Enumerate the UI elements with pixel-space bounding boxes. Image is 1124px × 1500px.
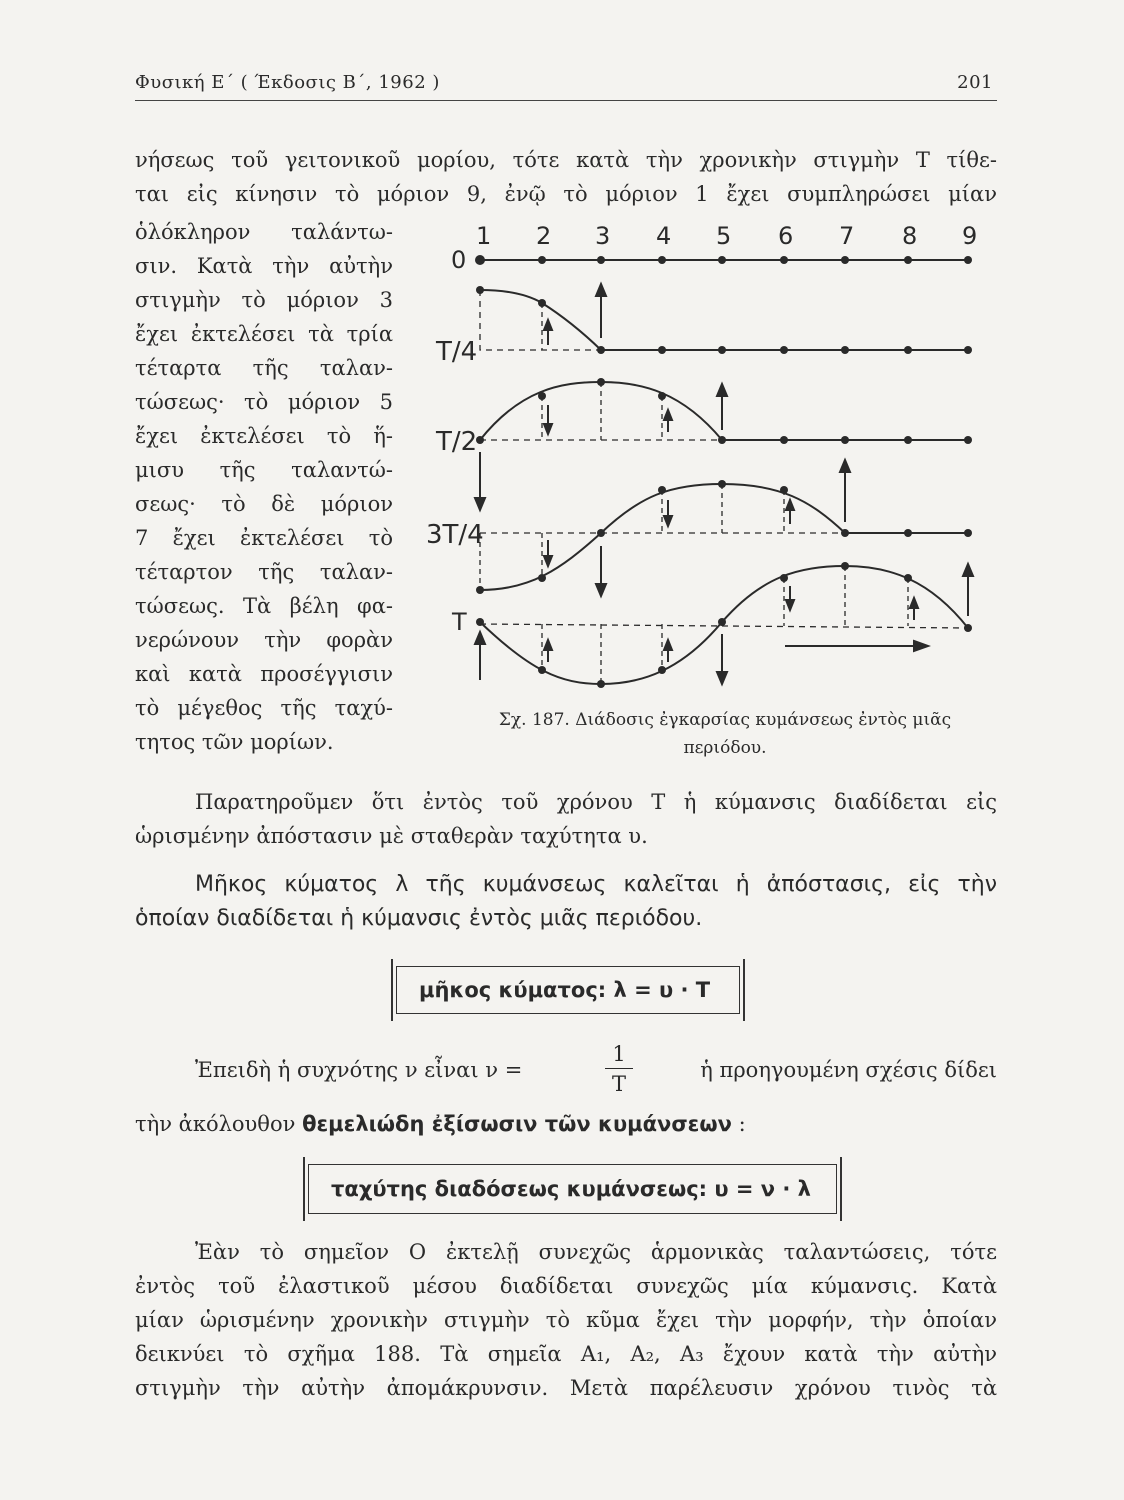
fraction (605, 1040, 633, 1099)
wave-propagation-figure (420, 215, 1010, 695)
fundamental-line (135, 1112, 746, 1136)
body-line: ὁποίαν διαδίδεται ἡ κύμανσις ἐντὸς μιᾶς περιόδου. (135, 906, 703, 931)
particle-label-6: 6 (778, 222, 794, 250)
particle-label-0: 0 (451, 246, 467, 274)
frequency-text-after: ἡ προηγουμένη σχέσις δίδει (700, 1058, 997, 1082)
wavelength-formula-box (396, 966, 740, 1014)
fundamental-equation-title: θεμελιώδη ἐξίσωσιν τῶν κυμάνσεων (302, 1112, 732, 1136)
side-line: τέταρτον τῆς ταλαν- (135, 560, 393, 584)
side-line: ἔχει ἐκτελέσει τὸ ἥ- (135, 424, 393, 448)
fraction-denominator: T (611, 1072, 626, 1096)
fundamental-before: τὴν ἀκόλουθον (135, 1112, 296, 1136)
side-line: νερώνουν τὴν φορὰν (135, 628, 393, 652)
side-line: τώσεως. Τὰ βέλη φα- (135, 594, 393, 618)
side-line: μισυ τῆς ταλαντώ- (135, 458, 393, 482)
body-line: Παρατηροῦμεν ὅτι ἐντὸς τοῦ χρόνου Τ ἡ κύμανσις διαδίδεται εἰς (195, 790, 997, 814)
side-line: ἔχει ἐκτελέσει τὰ τρία (135, 322, 393, 346)
body-line: Ἐὰν τὸ σημεῖον Ο ἐκτελῇ συνεχῶς ἁρμονικὰς ταλαντώσεις, τότε (195, 1240, 997, 1264)
time-label-quarter: T/4 (436, 337, 478, 367)
body-line: ὡρισμένην ἀπόστασιν μὲ σταθερὰν ταχύτητα υ. (135, 824, 648, 848)
side-line: καὶ κατὰ προσέγγισιν (135, 662, 393, 686)
fundamental-after: : (738, 1112, 746, 1136)
time-labels (426, 337, 484, 636)
time-label-three-quarter: 3T/4 (426, 520, 484, 550)
side-line: τὸ μέγεθος τῆς ταχύ- (135, 696, 393, 720)
page-number: 201 (957, 72, 993, 93)
particle-label-4: 4 (656, 222, 672, 250)
wavelength-formula: μῆκος κύματος: λ = υ · Τ (419, 978, 711, 1002)
body-line: Μῆκος κύματος λ τῆς κυμάνσεως καλεῖται ἡ ἀπόστασις, εἰς τὴν (195, 872, 997, 897)
body-line: ται εἰς κίνησιν τὸ μόριον 9, ἐνῷ τὸ μόριον 1 ἔχει συμπληρώσει μίαν (135, 182, 997, 206)
frequency-line (195, 1040, 997, 1100)
page-header (135, 68, 997, 101)
side-line: σιν. Κατὰ τὴν αὐτὴν (135, 254, 393, 278)
particle-label-3: 3 (595, 222, 611, 250)
side-line: στιγμὴν τὸ μόριον 3 (135, 288, 393, 312)
body-line: ἐντὸς τοῦ ἐλαστικοῦ μέσου διαδίδεται συνεχῶς μία κύμανσις. Κατὰ (135, 1274, 997, 1298)
body-line: νήσεως τοῦ γειτονικοῦ μορίου, τότε κατὰ τὴν χρονικὴν στιγμὴν Τ τίθε- (135, 148, 997, 172)
frequency-text-before: Ἐπειδὴ ἡ συχνότης ν εἶναι ν = (195, 1058, 523, 1082)
time-label-full: T (452, 608, 467, 636)
side-line: τώσεως· τὸ μόριον 5 (135, 390, 393, 414)
particle-label-7: 7 (839, 222, 855, 250)
particle-label-8: 8 (902, 222, 918, 250)
particle-label-1: 1 (476, 222, 492, 250)
velocity-formula-box (308, 1164, 837, 1214)
particle-label-9: 9 (962, 222, 978, 250)
particle-label-2: 2 (536, 222, 552, 250)
fraction-numerator: 1 (605, 1040, 633, 1069)
side-line: τέταρτα τῆς ταλαν- (135, 356, 393, 380)
side-line: 7 ἔχει ἐκτελέσει τὸ (135, 526, 393, 550)
figure-caption (455, 706, 995, 762)
side-line: ὁλόκληρον ταλάντω- (135, 220, 393, 244)
velocity-formula: ταχύτης διαδόσεως κυμάνσεως: υ = ν · λ (331, 1177, 811, 1201)
caption-line: περιόδου. (683, 738, 767, 758)
body-line: δεικνύει τὸ σχῆμα 188. Τὰ σημεῖα Α₁, Α₂, Α₃ ἔχουν κατὰ τὴν αὐτὴν (135, 1342, 997, 1366)
time-label-half: T/2 (436, 427, 478, 457)
body-line: μίαν ὡρισμένην χρονικὴν στιγμὴν τὸ κῦμα ἔχει τὴν μορφήν, τὴν ὁποίαν (135, 1308, 997, 1332)
body-line: στιγμὴν τὴν αὐτὴν ἀπομάκρυνσιν. Μετὰ παρέλευσιν χρόνου τινὸς τὰ (135, 1376, 997, 1400)
side-line: σεως· τὸ δὲ μόριον (135, 492, 393, 516)
side-line: τητος τῶν μορίων. (135, 730, 334, 754)
running-title: Φυσική Ε΄ ( Έκδοσις Β΄, 1962 ) (135, 72, 440, 93)
caption-line: Σχ. 187. Διάδοσις ἐγκαρσίας κυμάνσεως ἐντὸς μιᾶς (498, 710, 952, 730)
particle-label-5: 5 (716, 222, 732, 250)
